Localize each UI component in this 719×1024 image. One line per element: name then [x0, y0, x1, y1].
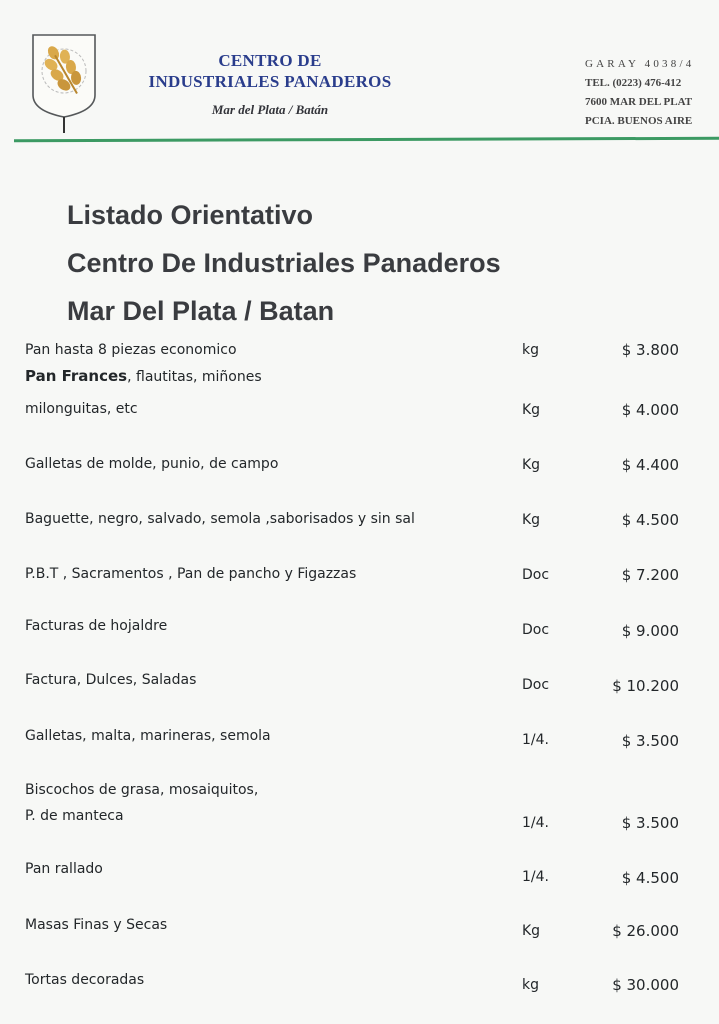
item-description: Facturas de hojaldre [25, 618, 168, 634]
item-unit: 1/4. [522, 869, 549, 885]
item-unit: Kg [522, 512, 541, 528]
item-description-line-2: milonguitas, etc [25, 401, 138, 417]
item-price: $ 7.200 [621, 566, 679, 584]
item-price: $ 4.500 [621, 511, 679, 529]
item-unit: Doc [522, 677, 550, 693]
item-price: $ 4.400 [621, 456, 679, 474]
title-line-1: Listado Orientativo [67, 200, 314, 230]
item-price: $ 30.000 [612, 976, 679, 994]
item-description-line-2: P. de manteca [25, 808, 124, 824]
title-line-3: Mar Del Plata / Batan [67, 296, 335, 326]
item-price: $ 26.000 [612, 922, 679, 940]
item-price: $ 10.200 [612, 677, 679, 695]
item-price: $ 3.500 [621, 732, 679, 750]
item-unit: Doc [522, 567, 550, 583]
item-description: Pan hasta 8 piezas economico [25, 342, 237, 358]
title-line-2: Centro De Industriales Panaderos [67, 248, 501, 278]
item-description: Factura, Dulces, Saladas [25, 672, 197, 688]
organization-name [120, 50, 420, 118]
contact-phone: TEL. (0223) 476-412 [585, 77, 682, 89]
item-unit: kg [522, 342, 539, 358]
item-description: Pan rallado [25, 861, 103, 877]
item-description: Baguette, negro, salvado, semola ,saborisados y sin sal [25, 511, 415, 527]
item-description-bold: Pan Frances [25, 367, 128, 385]
item-unit: 1/4. [522, 815, 549, 831]
item-description: Tortas decoradas [25, 972, 145, 988]
org-line-1: CENTRO DE [218, 51, 322, 70]
item-price: $ 4.000 [621, 401, 679, 419]
item-description: P.B.T , Sacramentos , Pan de pancho y Figazzas [25, 566, 357, 582]
contact-province: PCIA. BUENOS AIRE [585, 115, 693, 127]
org-line-2: INDUSTRIALES PANADEROS [148, 72, 392, 91]
item-description: Galletas de molde, punio, de campo [25, 456, 279, 472]
header-divider [14, 137, 719, 142]
item-description-rest: , flautitas, miñones [127, 369, 262, 385]
item-unit: Kg [522, 402, 541, 418]
contact-address: GARAY 4038/4 [585, 58, 695, 70]
contact-block [585, 55, 719, 131]
item-price: $ 9.000 [621, 622, 679, 640]
item-unit: Kg [522, 923, 541, 939]
org-location: Mar del Plata / Batán [211, 102, 329, 117]
contact-city: 7600 MAR DEL PLAT [585, 96, 693, 108]
item-unit: Doc [522, 622, 550, 638]
item-description: Galletas, malta, marineras, semola [25, 728, 271, 744]
item-description [25, 367, 262, 385]
item-unit: 1/4. [522, 732, 549, 748]
wheat-logo-icon [31, 33, 97, 135]
item-price: $ 3.800 [621, 341, 679, 359]
item-unit: kg [522, 977, 539, 993]
item-unit: Kg [522, 457, 541, 473]
item-description: Biscochos de grasa, mosaiquitos, [25, 782, 259, 798]
item-price: $ 3.500 [621, 814, 679, 832]
item-price: $ 4.500 [621, 869, 679, 887]
item-description: Masas Finas y Secas [25, 917, 168, 933]
